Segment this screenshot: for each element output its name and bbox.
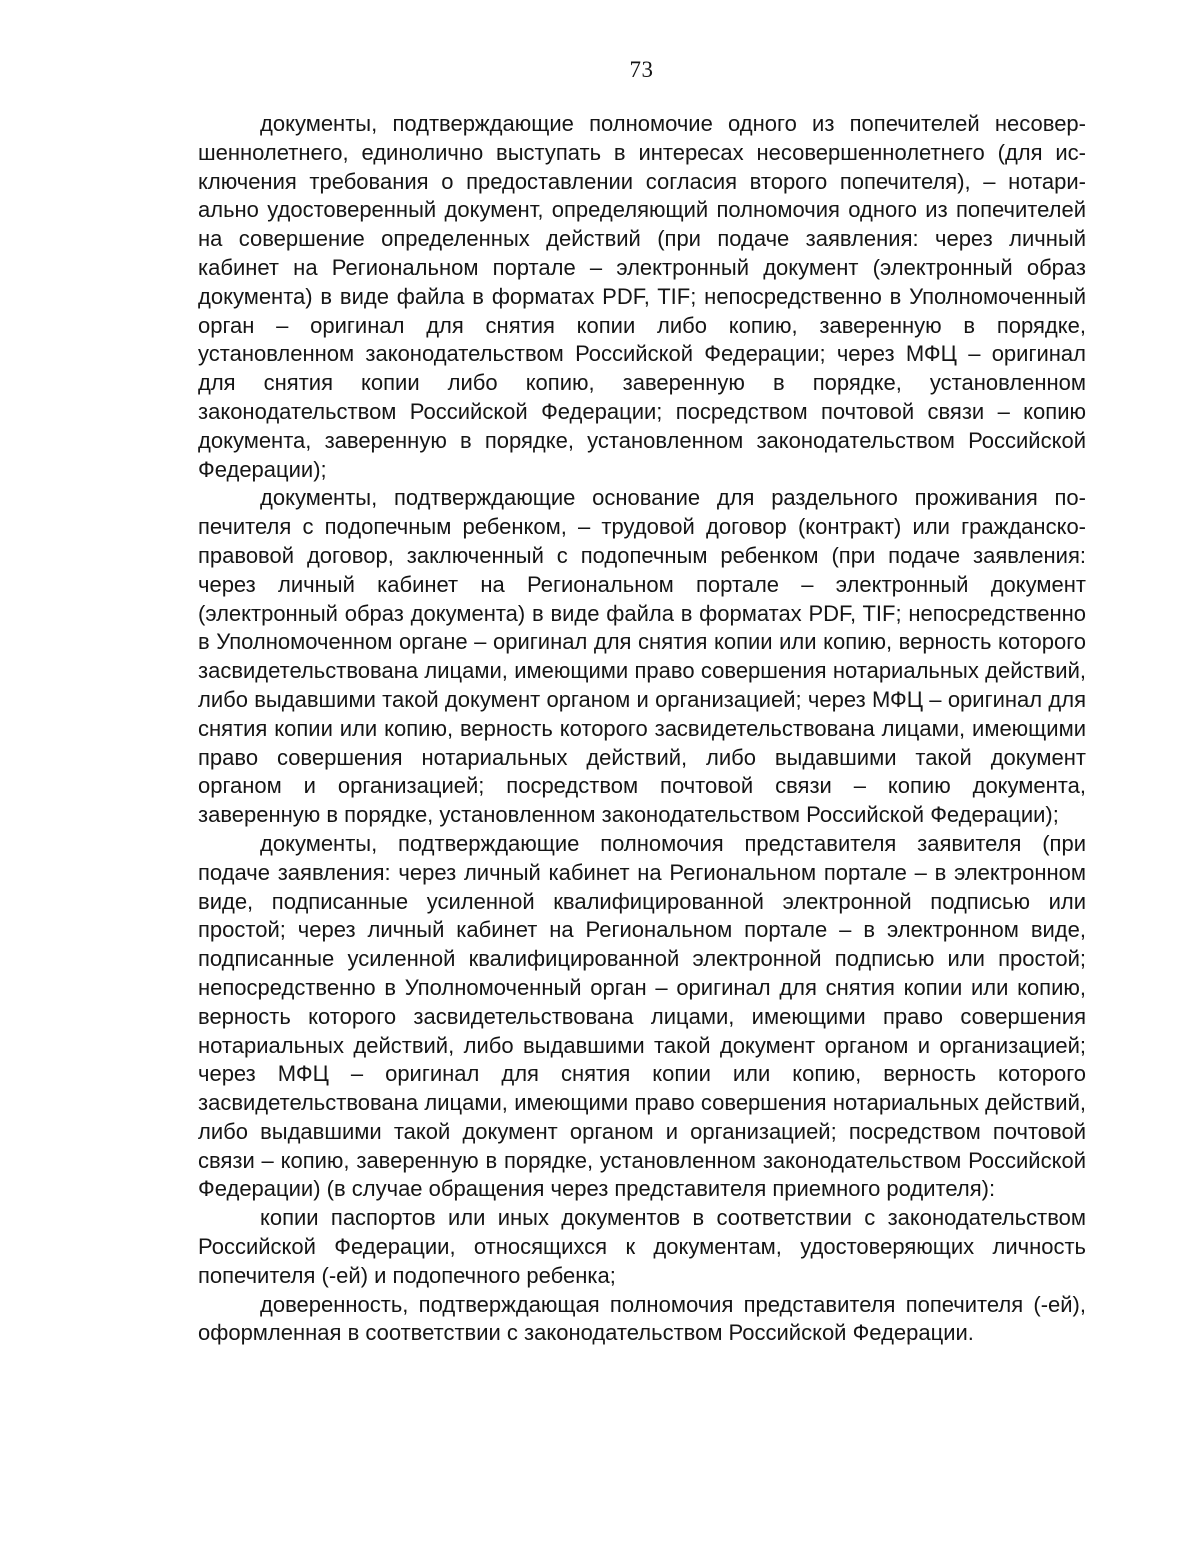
paragraph-separate-residence-documents: документы, подтверждающие основание для раздельного проживания попечителя с подопечным ребенком, – трудовой договор (контракт) или гражданско-правовой договор, заключенный с подопечным ребенком (при подаче заявления: через личный кабинет на Региональном портале – электронный документ (электронный образ документа) в виде файла в форматах PDF, TIF; непосредственно в Уполномоченном органе – оригинал для снятия копии или копию, верность которого засвидетельствована лицами, имеющими право совершения нотариальных действий, либо выдавшими такой документ органом и организацией; через МФЦ – оригинал для снятия копии или копию, верность которого засвидетельствована лицами, имеющими право совершения нотариальных действий, либо выдавшими такой документ органом и организацией; посредством почтовой связи – копию документа, заверенную в порядке, установленном законодательством Российской Федерации);: [198, 485, 1086, 828]
paragraph-passport-copies: копии паспортов или иных документов в соответствии с законодательством Российской Федерации, относящихся к документам, удостоверяющих личность попечителя (-ей) и подопечного ребенка;: [198, 1205, 1086, 1288]
document-body: [198, 110, 1086, 1348]
paragraph-guardian-authority-documents: документы, подтверждающие полномочие одного из попечителей несовершеннолетнего, единолично выступать в интересах несовершеннолетнего (для исключения требования о предоставлении согласия второго попечителя), – нотариально удостоверенный документ, определяющий полномочия одного из попечителей на совершение определенных действий (при подаче заявления: через личный кабинет на Региональном портале – электронный документ (электронный образ документа) в виде файла в форматах PDF, TIF; непосредственно в Уполномоченный орган – оригинал для снятия копии либо копию, заверенную в порядке, установленном законодательством Российской Федерации; через МФЦ – оригинал для снятия копии либо копию, заверенную в порядке, установленном законодательством Российской Федерации; посредством почтовой связи – копию документа, заверенную в порядке, установленном законодательством Российской Федерации);: [198, 111, 1086, 482]
page-number: 73: [629, 57, 654, 82]
paragraph-representative-authority-documents: документы, подтверждающие полномочия представителя заявителя (при подаче заявления: через личный кабинет на Региональном портале – в электронном виде, подписанные усиленной квалифицированной электронной подписью или простой; через личный кабинет на Региональном портале – в электронном виде, подписанные усиленной квалифицированной электронной подписью или простой; непосредственно в Уполномоченный орган – оригинал для снятия копии или копию, верность которого засвидетельствована лицами, имеющими право совершения нотариальных действий, либо выдавшими такой документ органом и организацией; через МФЦ – оригинал для снятия копии или копию, верность которого засвидетельствована лицами, имеющими право совершения нотариальных действий, либо выдавшими такой документ органом и организацией; посредством почтовой связи – копию, заверенную в порядке, установленном законодательством Российской Федерации) (в случае обращения через представителя приемного родителя):: [198, 830, 1086, 1202]
paragraph-power-of-attorney: доверенность, подтверждающая полномочия представителя попечителя (-ей), оформленная в соответствии с законодательством Российской Федерации.: [198, 1291, 1086, 1346]
